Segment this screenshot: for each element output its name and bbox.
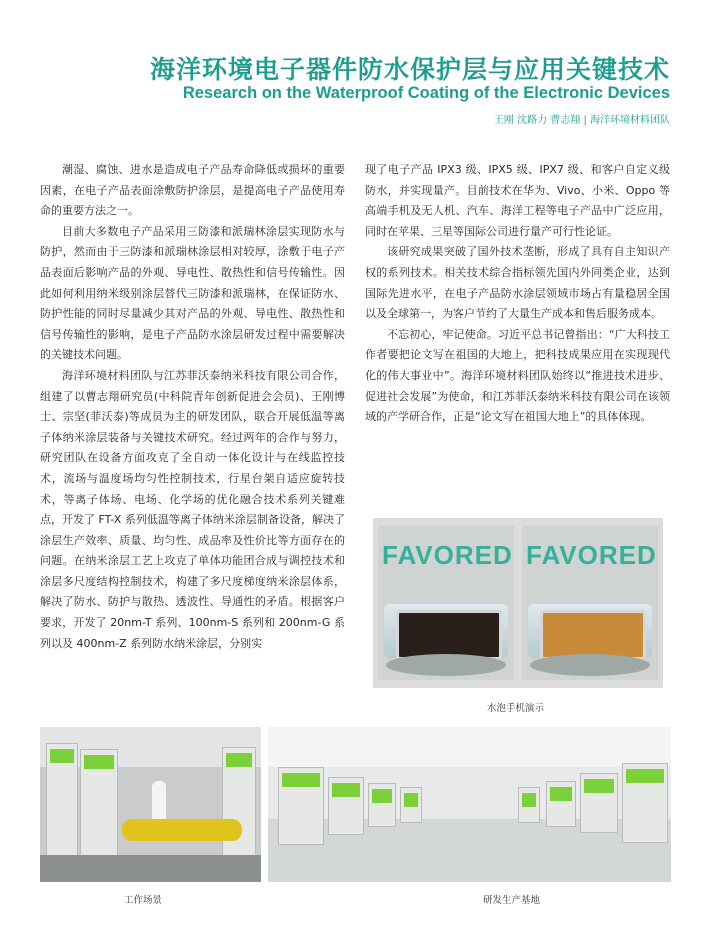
authors-line: 王刚 沈路力 曹志翔 | 海洋环境材料团队 [493, 115, 670, 126]
phone-demo-photo [373, 518, 663, 688]
coating-machine [546, 781, 576, 827]
paragraph: 不忘初心，牢记使命。习近平总书记曾指出：“广大科技工作者要把论文写在祖国的大地上，把科技成果应用在实现现代化的伟大事业中”。海洋环境材料团队始终以“推进技术进步、促进社会发展”为使命，和江苏菲沃泰纳米科技有限公司在该领域的产学研合作，正是“论文写在祖国大地上”的具体体现。 [365, 327, 670, 424]
factory-photo [268, 727, 671, 882]
coating-machine [222, 747, 256, 859]
tank-base [530, 654, 650, 676]
work-scene-caption: 工作场景 [124, 895, 163, 906]
phone-screen [540, 610, 646, 660]
coating-machine [518, 787, 540, 823]
coating-machine [328, 777, 364, 835]
right-column [365, 160, 670, 428]
favored-logo: FAVORED [526, 540, 657, 570]
phone-demo-right-pane [522, 526, 658, 680]
coating-machine [580, 773, 618, 833]
work-scene-photo [40, 727, 261, 882]
coating-machine [622, 763, 668, 843]
favored-logo: FAVORED [382, 540, 513, 570]
tank-base [386, 654, 506, 676]
paragraph: 该研究成果突破了国外技术垄断，形成了具有自主知识产权的系列技术。相关技术综合指标领先国内外同类企业，达到国际先进水平，在电子产品防水涂层领域市场占有量稳居全国以及全球第一，为客户节约了大量生产成本和售后服务成本。 [365, 245, 670, 321]
yellow-drone [122, 819, 242, 841]
factory-caption: 研发生产基地 [483, 895, 541, 906]
paragraph: 目前大多数电子产品采用三防漆和派瑞林涂层实现防水与防护，然而由于三防漆和派瑞林涂层相对较厚，涂敷于电子产品表面后影响产品的外观、导电性、散热性和信号传输性。因此如何利用纳米级别涂层替代三防漆和派瑞林，在保证防水、防护性能的同时尽量减少其对产品的外观、导电性、散热性和信号传输性的影响，是电子产品防水涂层研发过程中需要解决的关键技术问题。 [40, 224, 345, 362]
title-en: Research on the Waterproof Coating of the Electronic Devices [182, 84, 670, 102]
left-column [40, 160, 345, 654]
coating-machine [80, 749, 118, 861]
paragraph: 现了电子产品 IPX3 级、IPX5 级、IPX7 级、和客户自定义级防水，并实现量产。目前技术在华为、Vivo、小米、Oppo 等高端手机及无人机、汽车、海洋工程等电子产品中广泛应用，同时在苹果、三星等国际公司进行量产可行性论证。 [365, 163, 670, 238]
coating-machine [368, 783, 396, 827]
coating-machine [278, 767, 324, 845]
paragraph: 潮湿、腐蚀、进水是造成电子产品寿命降低或损坏的重要因素，在电子产品表面涂敷防护涂层，是提高电子产品使用寿命的重要方法之一。 [40, 163, 345, 218]
phone-demo-left-pane [378, 526, 514, 680]
coating-machine [46, 743, 78, 857]
coating-machine [400, 787, 422, 823]
paragraph: 海洋环境材料团队与江苏菲沃泰纳米科技有限公司合作，组建了以曹志翔研究员(中科院青年创新促进会会员)、王刚博士、宗坚(菲沃泰)等成员为主的研发团队，联合开展低温等离子体纳米涂层装备与关键技术研究。经过两年的合作与努力，研究团队在设备方面攻克了全自动一体化设计与在线监控技术，流场与温度场均匀性控制技术，行星台架自适应旋转技术，等离子体场、电场、化学场的优化融合技术系列关键难点，开发了 FT-X 系列低温等离子体纳米涂层制备设备，解决了涂层生产效率、质量、均匀性、成品率及性价比等方面存在的问题。在纳米涂层工艺上攻克了单体功能团合成与调控技术和涂层多尺度结构控制技术，构建了多尺度梯度纳米涂层体系，解决了防水、防护与散热、透波性、导通性的矛盾。根据客户要求，开发了 20nm-T 系列、100nm-S 系列和 200nm-G 系列以及 400nm-Z 系列防水纳米涂层，分别实 [40, 368, 345, 650]
phone-demo-caption: 水泡手机演示 [487, 703, 545, 714]
phone-screen [396, 610, 502, 660]
title-cn: 海洋环境电子器件防水保护层与应用关键技术 [150, 55, 671, 84]
